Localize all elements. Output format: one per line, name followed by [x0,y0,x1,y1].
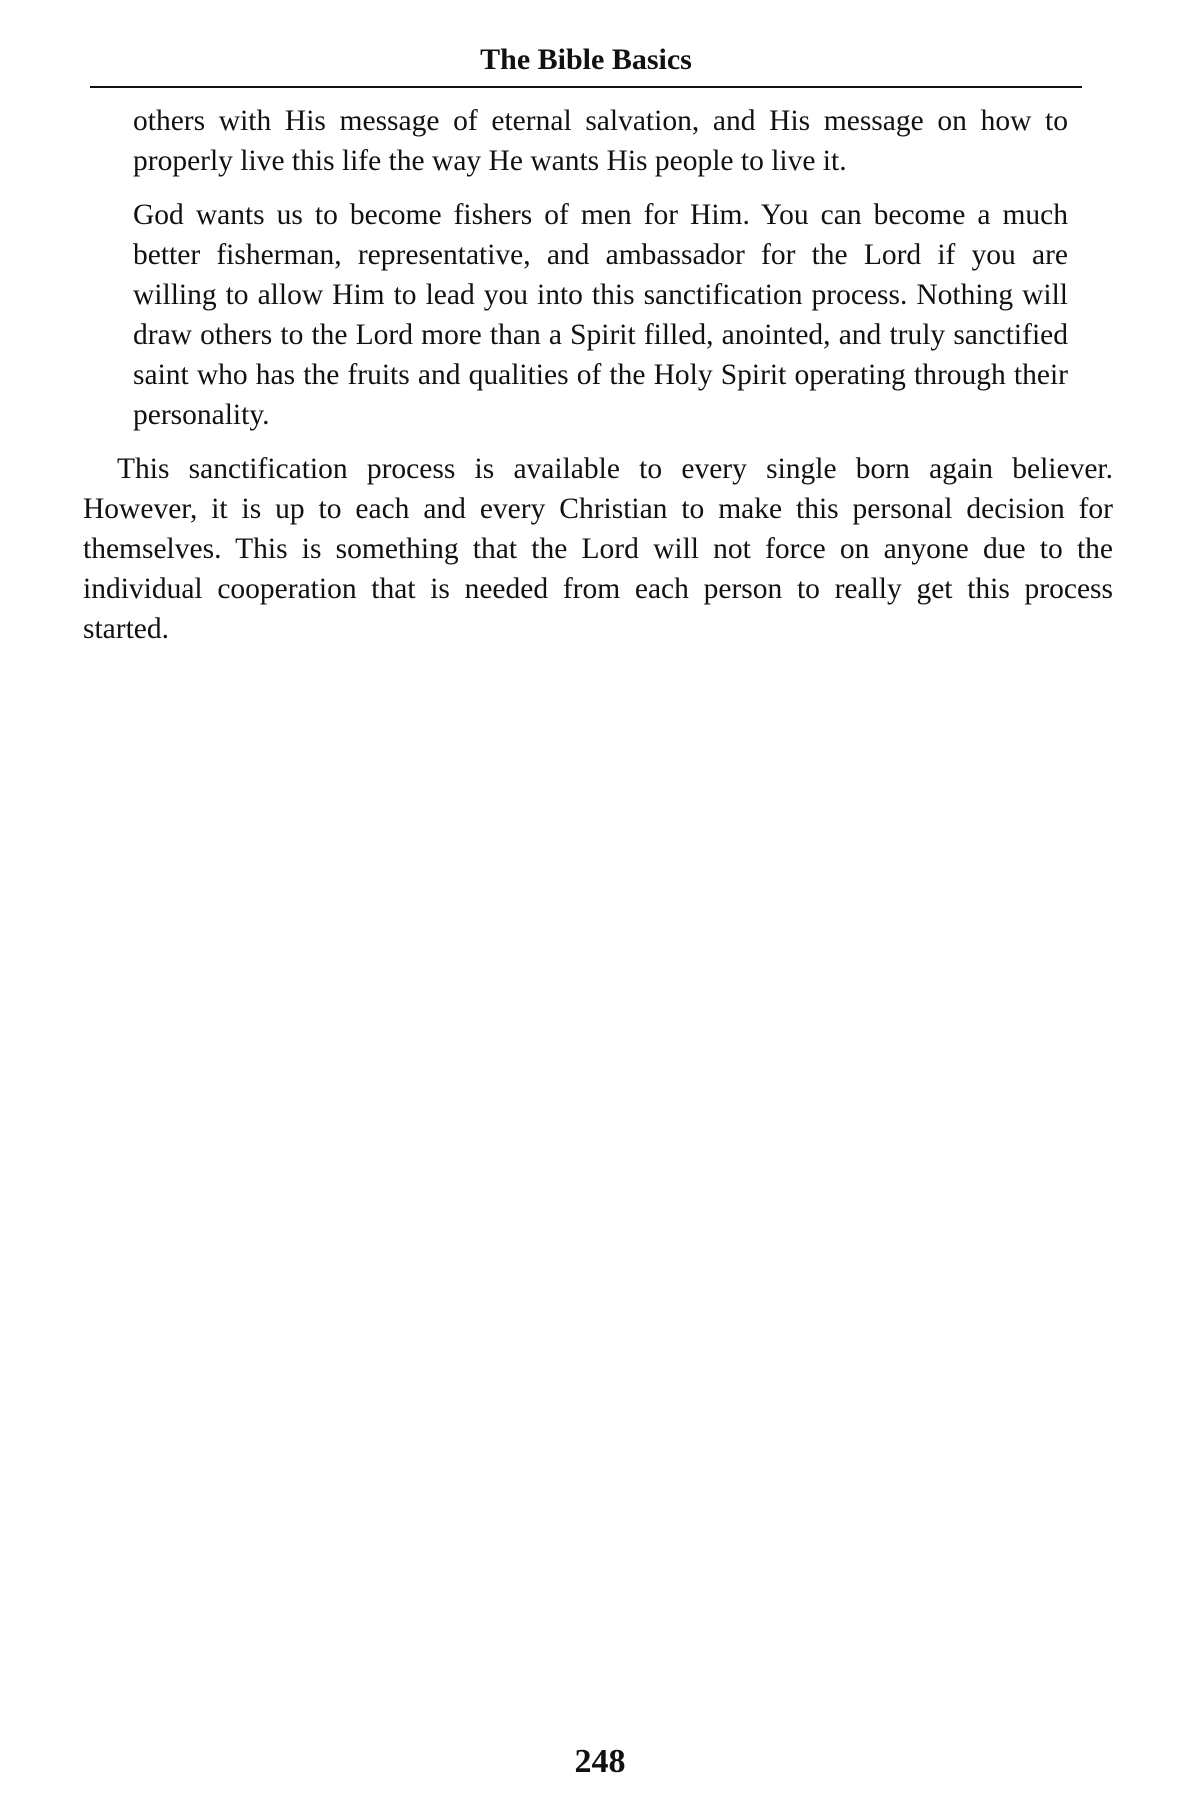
page-body [83,101,1113,649]
running-header-title: The Bible Basics [480,43,692,76]
body-paragraph: This sanctification process is available to every single born again believer. However, it is up to each and every Christian to make this personal decision for themselves. This is something that the Lord will not force on anyone due to the individual cooperation that is needed from each person to really get this process started. [83,453,1113,645]
indented-paragraph-1: others with His message of eternal salvation, and His message on how to properly live this life the way He wants His people to live it. [133,105,1068,177]
indented-quote-block [133,101,1068,435]
page-number: 248 [574,1743,626,1780]
header-rule [90,86,1082,88]
indented-paragraph-2: God wants us to become fishers of men for Him. You can become a much better fisherman, representative, and ambassador for the Lord if you are willing to allow Him to lead you into this sanctification process. Nothing will draw others to the Lord more than a Spirit filled, anointed, and truly sanctified saint who has the fruits and qualities of the Holy Spirit operating through their personality. [133,199,1068,431]
